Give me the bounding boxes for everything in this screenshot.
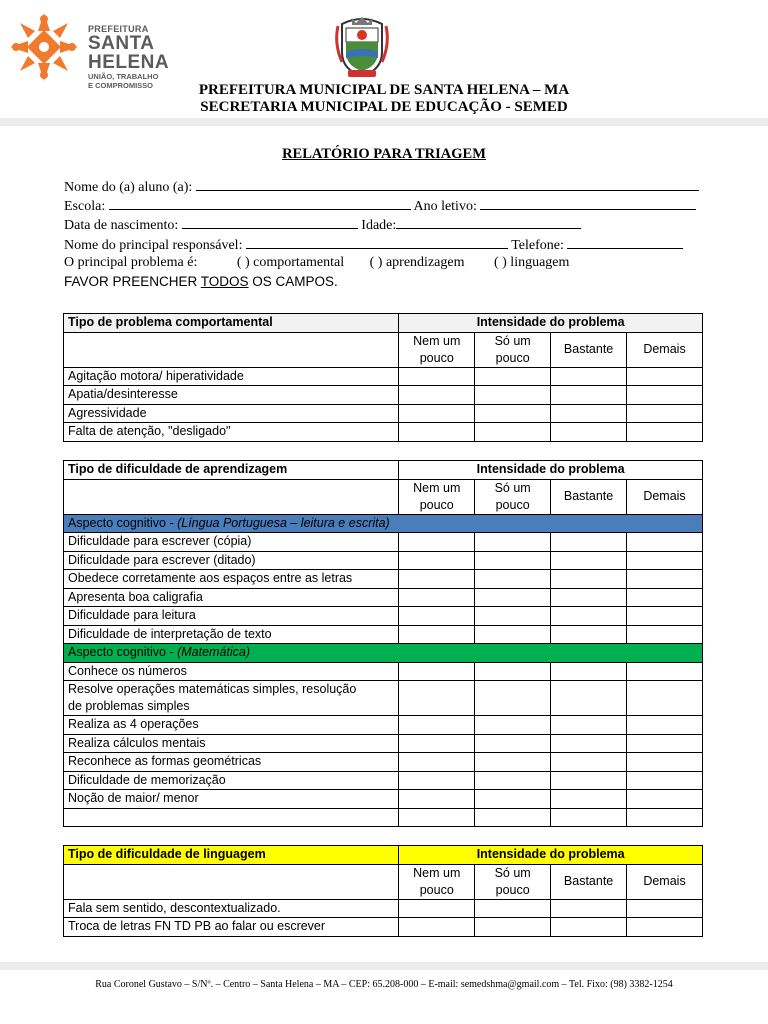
col-demais: Demais: [627, 864, 703, 899]
field-escola-label: Escola:: [64, 199, 106, 214]
responsavel-input-line[interactable]: [246, 236, 508, 249]
logo-line2: SANTA: [88, 33, 155, 54]
table-row: Dificuldade de memorização: [64, 771, 703, 790]
col-bastante: Bastante: [551, 479, 627, 514]
learning-table: [63, 460, 703, 827]
section-portuguese: Aspecto cognitivo - (Língua Portuguesa – leitura e escrita): [64, 514, 703, 533]
logo-wordmark: [88, 25, 169, 89]
logo-tagline2: E COMPROMISSO: [88, 80, 154, 90]
footer-address: Rua Coronel Gustavo – S/Nº. – Centro – Santa Helena – MA – CEP: 65.208-000 – E-mail: semedshma@gmail.com – Tel. Fixo: (98) 3382-1254: [95, 979, 673, 990]
field-problema-label: O principal problema é:: [64, 255, 198, 270]
aluno-input-line[interactable]: [196, 178, 699, 191]
col-so-um-pouco: Só um pouco: [475, 479, 551, 514]
idade-input-line[interactable]: [396, 216, 581, 229]
intensity-header: Intensidade do problema: [399, 846, 703, 865]
prefeitura-logo: [8, 11, 170, 90]
table-row: Resolve operações matemáticas simples, resolução de problemas simples: [64, 681, 703, 716]
field-escola: [64, 197, 696, 215]
notice-pre: FAVOR PREENCHER: [64, 274, 201, 289]
table-row: Agitação motora/ hiperatividade: [64, 367, 703, 386]
logo-tagline1: UNIÃO, TRABALHO: [88, 72, 159, 81]
table-row: Reconhece as formas geométricas: [64, 753, 703, 772]
language-table: [63, 845, 703, 937]
table-row: Noção de maior/ menor: [64, 790, 703, 809]
table-row: Conhece os números: [64, 662, 703, 681]
table-row: Obedece corretamente aos espaços entre as letras: [64, 570, 703, 589]
option-aprendizagem[interactable]: ( ) aprendizagem: [369, 255, 465, 270]
col-nem-um-pouco: Nem um pouco: [399, 332, 475, 367]
field-ano-label: Ano letivo:: [413, 199, 477, 214]
table-row: Realiza cálculos mentais: [64, 734, 703, 753]
table-row: Falta de atenção, "desligado": [64, 423, 703, 442]
footer-divider: [0, 962, 768, 970]
table-row: Apatia/desinteresse: [64, 386, 703, 405]
table-row: Agressividade: [64, 404, 703, 423]
document-title: RELATÓRIO PARA TRIAGEM: [282, 146, 486, 162]
header-title-1: PREFEITURA MUNICIPAL DE SANTA HELENA – MA: [198, 82, 570, 98]
table-row: Apresenta boa caligrafia: [64, 588, 703, 607]
table-row: Dificuldade de interpretação de texto: [64, 625, 703, 644]
field-responsavel: [64, 236, 683, 254]
col-nem-um-pouco: Nem um pouco: [399, 479, 475, 514]
section-math: Aspecto cognitivo - (Matemática): [64, 644, 703, 663]
behavior-table: [63, 313, 703, 442]
intensity-header: Intensidade do problema: [399, 461, 703, 480]
col-so-um-pouco: Só um pouco: [475, 332, 551, 367]
table-row: Troca de letras FN TD PB ao falar ou escrever: [64, 918, 703, 937]
field-responsavel-label: Nome do principal responsável:: [64, 238, 243, 253]
table-row: Fala sem sentido, descontextualizado.: [64, 899, 703, 918]
header-divider: [0, 118, 768, 126]
col-demais: Demais: [627, 332, 703, 367]
table-row: Realiza as 4 operações: [64, 716, 703, 735]
star-emblem-icon: [8, 11, 80, 83]
col-bastante: Bastante: [551, 864, 627, 899]
field-idade-label: Idade:: [361, 218, 397, 233]
field-aluno-label: Nome do (a) aluno (a):: [64, 180, 193, 195]
option-linguagem[interactable]: ( ) linguagem: [493, 255, 570, 270]
escola-input-line[interactable]: [109, 197, 411, 210]
field-problema: [64, 255, 569, 271]
language-header: Tipo de dificuldade de linguagem: [64, 846, 399, 865]
ano-input-line[interactable]: [480, 197, 696, 210]
blank-cell: [64, 479, 399, 514]
notice-todos: TODOS: [200, 274, 249, 289]
field-telefone-label: Telefone:: [511, 238, 564, 253]
blank-cell: [64, 332, 399, 367]
table-row: Dificuldade para escrever (cópia): [64, 533, 703, 552]
fill-all-notice: [64, 274, 338, 289]
option-comportamental[interactable]: ( ) comportamental: [236, 255, 345, 270]
table-row: Dificuldade para leitura: [64, 607, 703, 626]
field-aluno: [64, 178, 699, 196]
behavior-header: Tipo de problema comportamental: [64, 314, 399, 333]
intensity-header: Intensidade do problema: [399, 314, 703, 333]
blank-cell: [64, 864, 399, 899]
learning-header: Tipo de dificuldade de aprendizagem: [64, 461, 399, 480]
logo-line1: PREFEITURA: [88, 24, 149, 34]
header-title-2: SECRETARIA MUNICIPAL DE EDUCAÇÃO - SEMED: [200, 99, 568, 115]
field-nascimento: [64, 216, 581, 234]
telefone-input-line[interactable]: [567, 236, 683, 249]
nascimento-input-line[interactable]: [182, 216, 358, 229]
table-row: Dificuldade para escrever (ditado): [64, 551, 703, 570]
col-so-um-pouco: Só um pouco: [475, 864, 551, 899]
col-nem-um-pouco: Nem um pouco: [399, 864, 475, 899]
col-bastante: Bastante: [551, 332, 627, 367]
logo-line3: HELENA: [88, 52, 170, 73]
col-demais: Demais: [627, 479, 703, 514]
municipal-crest-icon: [330, 14, 394, 80]
table-row-empty: [64, 808, 703, 827]
field-nascimento-label: Data de nascimento:: [64, 218, 179, 233]
notice-post: OS CAMPOS.: [248, 274, 338, 289]
